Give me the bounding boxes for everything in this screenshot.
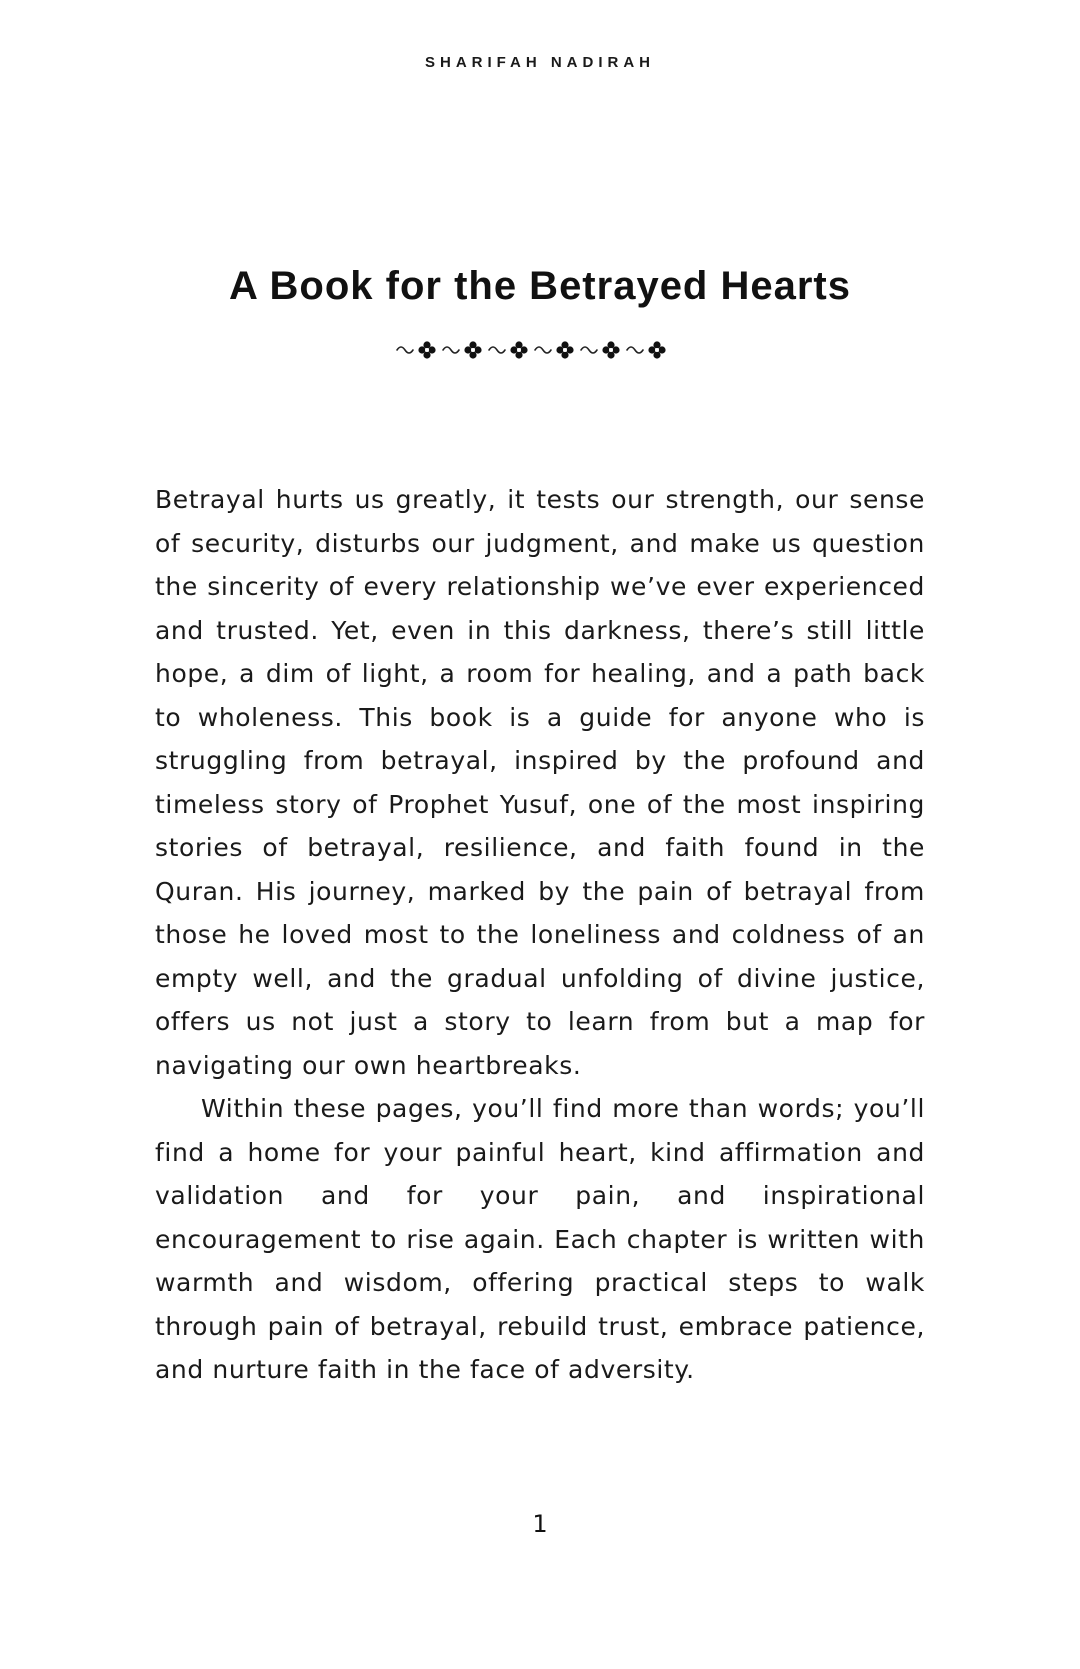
floral-divider-icon	[0, 339, 1080, 363]
page-number: 1	[532, 1510, 548, 1538]
paragraph: Betrayal hurts us greatly, it tests our strength, our sense of security, disturbs our judgment, and make us question the sincerity of every relationship we’ve ever experienced and trusted. Yet, even in this darkness, there’s still little hope, a dim of light, a room for healing, and a path back to wholeness. This book is a guide for anyone who is struggling from betrayal, inspired by the profound and timeless story of Prophet Yusuf, one of the most inspiring stories of betrayal, resilience, and faith found in the Quran. His journey, marked by the pain of betrayal from those he loved most to the loneliness and coldness of an empty well, and the gradual unfolding of divine justice, offers us not just a story to learn from but a map for navigating our own heartbreaks.	[155, 485, 925, 1080]
paragraph: Within these pages, you’ll find more than words; you’ll find a home for your painful heart, kind affirmation and validation and for your pain, and inspirational encouragement to rise again. Each chapter is written with warmth and wisdom, offering practical steps to walk through pain of betrayal, rebuild trust, embrace patience, and nurture faith in the face of adversity.	[155, 1094, 925, 1384]
body-text	[155, 478, 925, 1392]
chapter-title: A Book for the Betrayed Hearts	[229, 264, 851, 308]
running-header-author: SHARIFAH NADIRAH	[425, 54, 655, 71]
